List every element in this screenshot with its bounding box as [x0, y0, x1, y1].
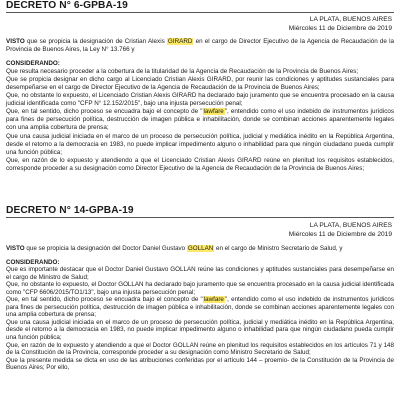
- paragraph: Que, en razón de lo expuesto y atendiendo a que el Doctor GOLLAN reúne en plenitud los requisitos establecidos en los artículos 71 y 148 de la Constitución de la Provincia, corresponde proceder a su designación como Ministro Secretario de Salud;: [6, 341, 394, 357]
- visto-label: VISTO: [6, 245, 25, 252]
- paragraph: Que es importante destacar que el Doctor Daniel Gustavo GOLLAN reúne las condiciones y aptitudes sustanciales para desempeñarse en el cargo de Ministro de Salud;: [6, 266, 394, 281]
- paragraph: Que, en tal sentido, dicho proceso se encuadra bajo el concepto de "lawfare", entendido como el uso indebido de instrumentos jurídicos para fines de persecución política, destrucción de imagen pública e inhabilitación, donde se combinan acciones aparentemente legales con una amplia cobertura de prensa;: [6, 108, 394, 132]
- decree-title: DECRETO N° 14-GPBA-19: [6, 205, 134, 216]
- highlighted-name: GOLLAN: [187, 245, 214, 252]
- title-divider: [6, 12, 394, 13]
- visto-paragraph: VISTO que se propicia la designación del Doctor Daniel Gustavo GOLLAN en el cargo de Ministro Secretario de Salud, y: [6, 245, 343, 252]
- paragraph: Que, no obstante lo expuesto, el Licenciado Cristian Alexis GIRARD ha declarado bajo juramento que se encuentra procesado en la causa judicial identificada como "CFP N° 12.152/2015", bajo una injusta persecución penal;: [6, 92, 394, 108]
- date: Miércoles 11 de Diciembre de 2019: [288, 230, 392, 238]
- paragraph: Que resulta necesario proceder a la cobertura de la titularidad de la Agencia de Recaudación de la Provincia de Buenos Aires;: [6, 68, 359, 76]
- paragraph: Que, no obstante lo expuesto, el Doctor GOLLAN ha declarado bajo juramento que se encuentra procesado en la causa judicial identificada como "CFP 6606/2015/TO1/13", bajo una injusta persecución penal;: [6, 281, 394, 296]
- date: Miércoles 11 de Diciembre de 2019: [288, 24, 392, 32]
- place-date: [289, 222, 392, 239]
- title-divider: [6, 217, 394, 218]
- highlighted-name: GIRARD: [167, 38, 193, 45]
- paragraph: Que una causa judicial iniciada en el marco de un proceso de persecución política, judicial y mediática inédito en la República Argentina, desde el retorno a la democracia en 1983, no puede implicar impedimento alguno o inhabilidad para que ningún ciudadano pueda cumplir una función pública;: [6, 318, 394, 342]
- considerando-heading: CONSIDERANDO:: [6, 60, 60, 68]
- visto-paragraph: VISTO que se propicia la designación de Cristian Alexis GIRARD en el cargo de Director Ejecutivo de la Agencia de Recaudación de la Provincia de Buenos Aires, la Ley N° 13.766 y: [6, 38, 394, 54]
- decree-body: [6, 245, 394, 372]
- paragraph: Que, en tal sentido, dicho proceso se encuadra bajo el concepto de "lawfare", entendido como el uso indebido de instrumentos jurídicos para fines de persecución política, destrucción de imagen pública e inhabilitación, donde se combinan acciones aparentemente legales con una amplia cobertura de prensa;: [6, 296, 394, 319]
- place-date: [289, 16, 392, 33]
- place: LA PLATA, BUENOS AIRES: [309, 16, 392, 23]
- decree-title: DECRETO N° 6-GPBA-19: [6, 0, 128, 11]
- considerando-heading: CONSIDERANDO:: [6, 258, 60, 266]
- decree-body: [6, 38, 394, 173]
- paragraph: Que se propicia designar en dicho cargo al Licenciado Cristian Alexis GIRARD, por reunir las condiciones y aptitudes sustanciales para desempeñarse en el cargo de Director Ejecutivo de la Agencia de Recaudación de la Provincia de Buenos Aires;: [6, 76, 394, 92]
- paragraph: Que, en razón de lo expuesto y atendiendo a que el Licenciado Cristian Alexis GIRARD reúne en plenitud los requisitos establecidos, corresponde proceder a su designación como Director Ejecutivo de la Agencia de Recaudación de la Provincia de Buenos Aires;: [6, 156, 394, 172]
- highlighted-term: lawfare: [203, 108, 224, 116]
- visto-label: VISTO: [6, 38, 25, 45]
- paragraph: Que una causa judicial iniciada en el marco de un proceso de persecución política, judicial y mediática inédito en la República Argentina, desde el retorno a la democracia en 1983, no puede implicar impedimento alguno o inhabilidad para que ningún ciudadano pueda cumplir una función pública;: [6, 132, 394, 156]
- highlighted-term: lawfare: [203, 296, 224, 304]
- paragraph: Que la presente medida se dicta en uso de las atribuciones conferidas por el artículo 144 – proemio- de la Constitución de la Provincia de Buenos Aires; Por ello,: [6, 356, 394, 372]
- place: LA PLATA, BUENOS AIRES: [309, 222, 392, 229]
